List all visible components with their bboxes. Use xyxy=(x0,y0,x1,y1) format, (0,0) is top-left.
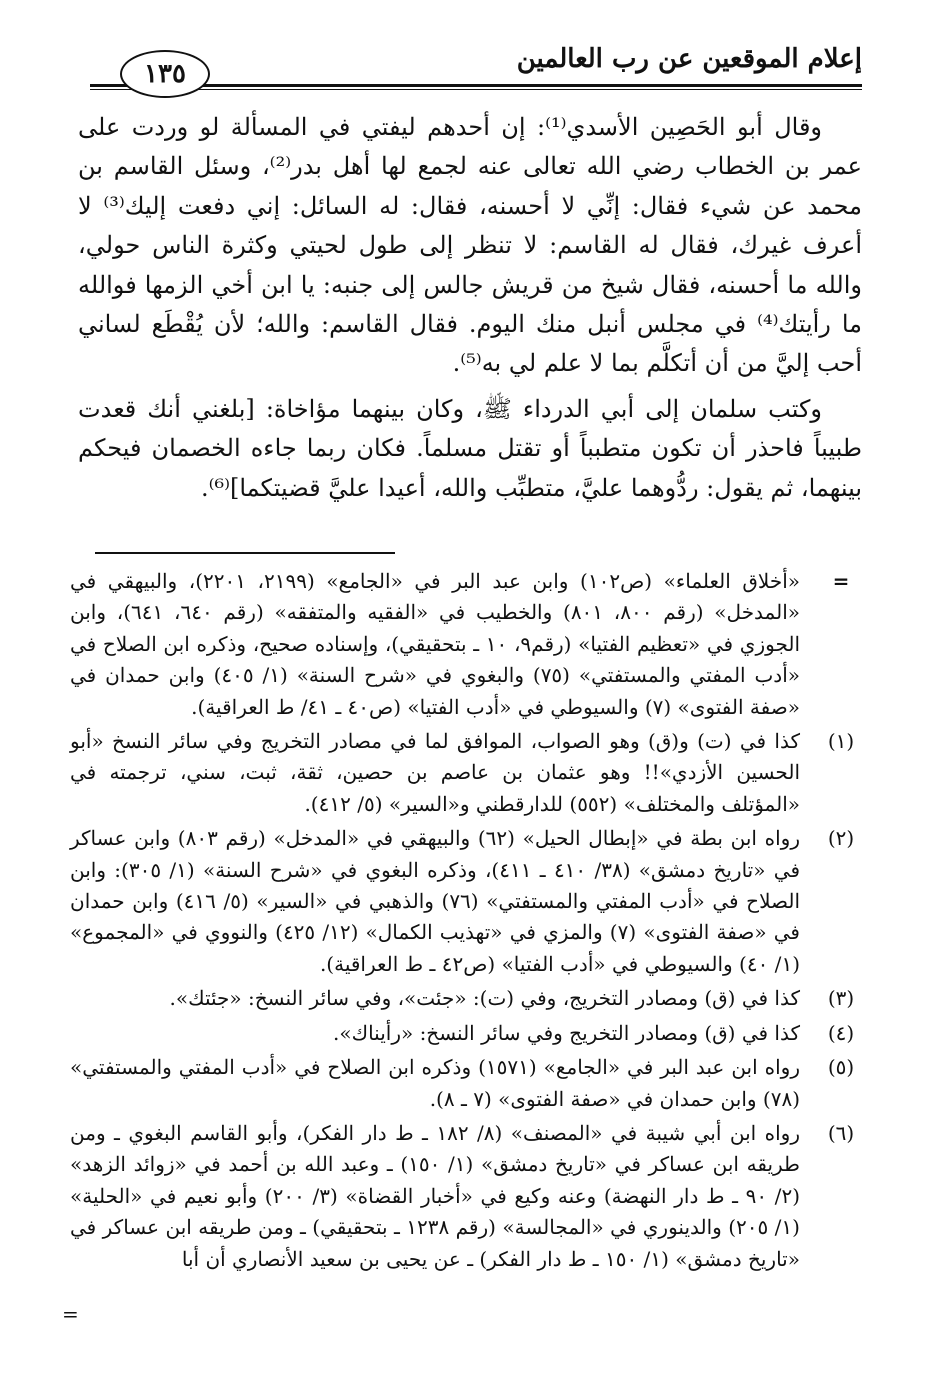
footnote-text: كذا في (ق) ومصادر التخريج، وفي (ت): «جئت»، وفي سائر النسخ: «جئتك». xyxy=(169,986,800,1011)
footnote-5 xyxy=(70,1052,864,1115)
footnote-number: (٥) xyxy=(827,1055,855,1080)
footnote-continuation xyxy=(70,566,864,723)
footnote-text: «أخلاق العلماء» (ص١٠٢) وابن عبد البر في «الجامع» (٢١٩٩، ٢٢٠١)، والبيهقي في «المدخل» (رقم ٨٠٠، ٨٠١) والخطيب في «الفقيه والمتفقه» (رقم ٦٤٠، ٦٤١)، وابن الجوزي في «تعظيم الفتيا» (رقم٩، ١٠ ـ بتحقيقي)، وإسناده صحيح، وذكره ابن الصلاح في «أدب المفتي والمستفتي» (٧٥) والبغوي في «شرح السنة» (١/ ٤٠٥) وابن حمدان في «صفة الفتوى» (٧) والسيوطي في «أدب الفتيا» (ص٤٠ ـ ٤١/ ط العراقية). xyxy=(70,569,801,719)
footnote-separator xyxy=(95,552,395,554)
footnote-text: كذا في (ت) و(ق) وهو الصواب، الموافق لما في مصادر التخريج وفي سائر النسخ «أبو الحسين الأزدي»!! وهو عثمان بن عاصم بن حصين، ثقة، ثبت، سني، ترجمته في «المؤتلف والمختلف» (٥٥٢) للدارقطني و«السير» (٥/ ٤١٢). xyxy=(70,729,801,816)
footnote-3 xyxy=(70,983,864,1014)
continuation-mark: = xyxy=(62,1302,79,1326)
header-rule xyxy=(90,84,862,87)
main-text xyxy=(78,108,862,508)
footnote-4 xyxy=(70,1018,864,1049)
footnote-text: كذا في (ق) ومصادر التخريج وفي سائر النسخ: «رأيناك». xyxy=(332,1020,800,1045)
footnote-number: (٢) xyxy=(827,826,855,851)
page-number-oval xyxy=(120,50,210,98)
footnote-6 xyxy=(70,1118,864,1275)
running-header-title: إعلام الموقعين عن رب العالمين xyxy=(516,44,862,74)
footnote-number: (١) xyxy=(827,729,855,754)
footnotes xyxy=(70,566,864,1278)
footnote-2 xyxy=(70,823,864,980)
paragraph-1: وقال أبو الحَصِين الأسدي⁽¹⁾: إن أحدهم ليفتي في المسألة لو وردت على عمر بن الخطاب رضي الله تعالى عنه لجمع لها أهل بدر⁽²⁾، وسئل القاسم بن محمد عن شيء فقال: إنِّي لا أحسنه، فقال: له السائل: إني دفعت إليك⁽³⁾ لا أعرف غيرك، فقال له القاسم: لا تنظر إلى طول لحيتي وكثرة الناس حولي، والله ما أحسنه، فقال شيخ من قريش جالس إلى جنبه: يا ابن أخي الزمها فوالله ما رأيتك⁽⁴⁾ في مجلس أنبل منك اليوم. فقال القاسم: والله؛ لأن يُقْطَع لساني أحب إليَّ من أن أتكلَّم بما لا علم لي به⁽⁵⁾. xyxy=(78,113,862,378)
footnote-1 xyxy=(70,726,864,820)
footnote-text: رواه ابن بطة في «إبطال الحيل» (٦٢) والبيهقي في «المدخل» (رقم ٨٠٣) وابن عساكر في «تاريخ دمشق» (٣٨/ ٤١٠ ـ ٤١١)، وذكره البغوي في «شرح السنة» (١/ ٣٠٥): وابن الصلاح في «أدب المفتي والمستفتي» (٧٦) والذهبي في «السير» (٥/ ٤١٦) وابن حمدان في «صفة الفتوى» (٧) والمزي في «تهذيب الكمال» (١٢/ ٤٢٥) والنووي في «المجموع» (١/ ٤٠) والسيوطي في «أدب الفتيا» (ص٤٢ ـ ط العراقية). xyxy=(70,826,801,976)
footnote-number: = xyxy=(832,569,850,593)
footnote-number: (٦) xyxy=(827,1120,855,1145)
footnote-text: رواه ابن أبي شيبة في «المصنف» (٨/ ١٨٢ ـ ط دار الفكر)، وأبو القاسم البغوي ـ ومن طريقه ابن عساكر في «تاريخ دمشق» (١/ ١٥٠) ـ وعبد الله بن أحمد في «زوائد الزهد» (٢/ ٩٠ ـ ط دار النهضة) وعنه وكيع في «أخبار القضاة» (٣/ ٢٠٠) وأبو نعيم في «الحلية» (١/ ٢٠٥) والدينوري في «المجالسة» (رقم ١٢٣٨ ـ بتحقيقي) ـ ومن طريقه ابن عساكر في «تاريخ دمشق» (١/ ١٥٠ ـ ط دار الفكر) ـ عن يحيى بن سعيد الأنصاري أن أبا xyxy=(70,1120,800,1271)
page-number: ١٣٥ xyxy=(144,59,186,89)
header-rule-thin xyxy=(90,89,862,90)
footnote-text: رواه ابن عبد البر في «الجامع» (١٥٧١) وذكره ابن الصلاح في «أدب المفتي والمستفتي» (٧٨) وابن حمدان في «صفة الفتوى» (٧ ـ ٨). xyxy=(70,1055,800,1111)
footnote-number: (٤) xyxy=(827,1020,855,1045)
paragraph-2: وكتب سلمان إلى أبي الدرداء ﷺ، وكان بينهما مؤاخاة: [بلغني أنك قعدت طبيباً فاحذر أن تكون متطبباً أو تقتل مسلماً. فكان ربما جاءه الخصمان فيحكم بينهما، ثم يقول: ردُّوهما عليَّ، متطبِّب والله، أعيدا عليَّ قضيتكما]⁽⁶⁾. xyxy=(78,394,862,502)
footnote-number: (٣) xyxy=(827,986,855,1011)
